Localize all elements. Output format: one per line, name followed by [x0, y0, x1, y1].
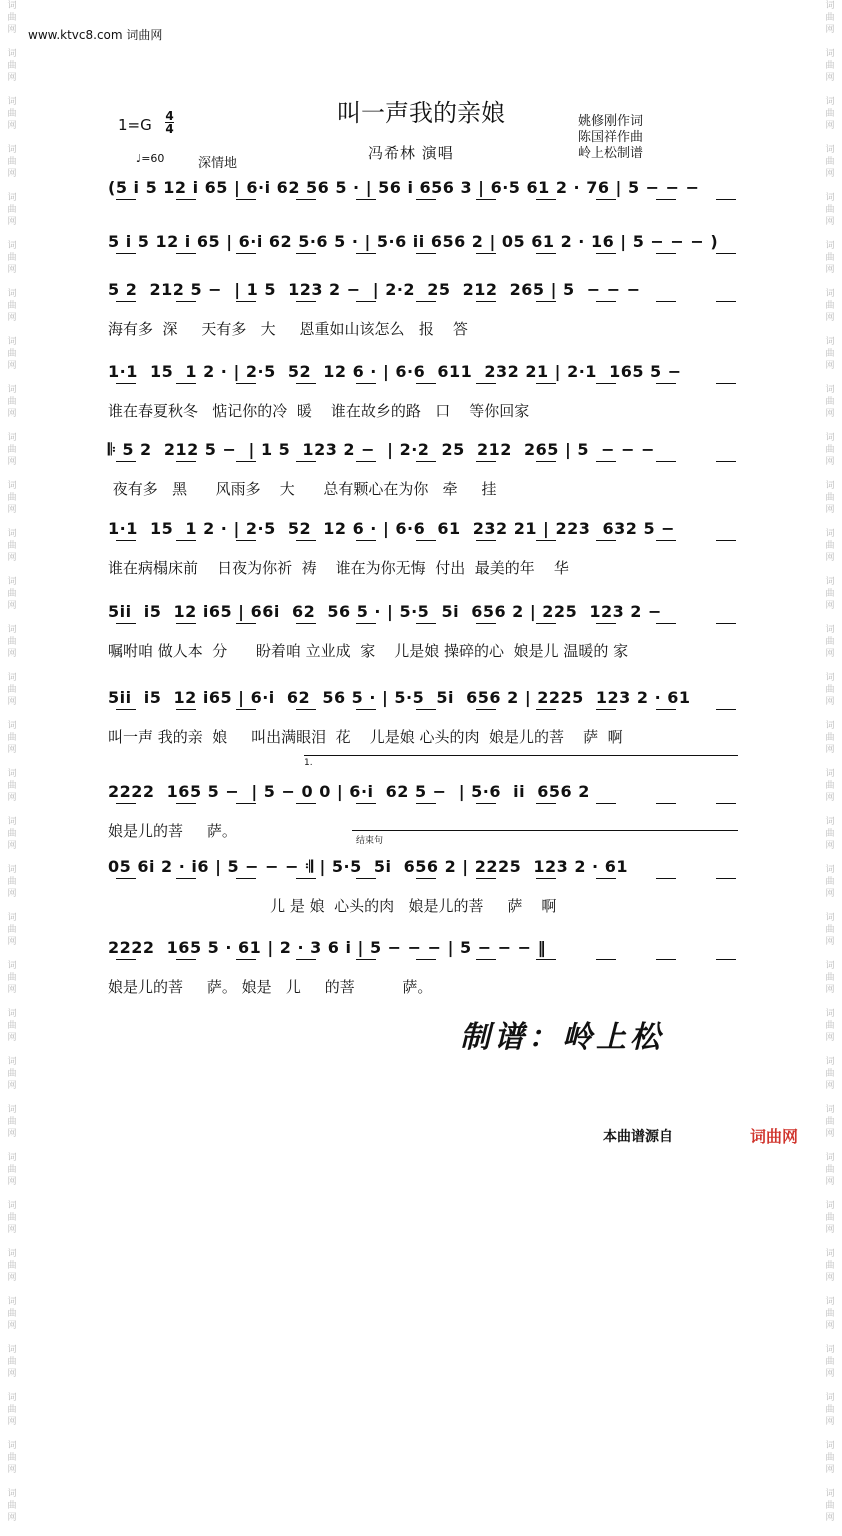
beam-line: [296, 709, 316, 710]
lyrics-row: 叫一声 我的亲 娘 叫出满眼泪 花 儿是娘 心头的肉 娘是儿的菩 萨 啊: [108, 728, 623, 746]
beam-line: [116, 301, 136, 302]
beam-line: [296, 803, 316, 804]
beam-line: [296, 383, 316, 384]
beam-line: [356, 803, 376, 804]
beam-line: [536, 709, 556, 710]
beam-line: [476, 623, 496, 624]
side-watermark-left: 词 曲 网 词 曲 网 词 曲 网 词 曲 网 词 曲 网 词 曲 网 词 曲 网 词 曲 网 词 曲 网 词 曲 网 词 曲 网 词 曲 网 词 曲 网 词 曲 网 词 曲 网 词 曲 网 词 曲 网 词 曲 网 词 曲 网 词 曲 网 词 曲 网 词 曲 网 词 曲 网 词 曲 网 词 曲 网 词 曲 网 词 曲 网 词 曲 网 词 曲 网 词 曲 网 词 曲 网 词 曲 网: [7, 1, 17, 1523]
beam-line: [536, 623, 556, 624]
notation-row: 05 6i 2 · i6 | 5 − − − 𝄇 | 5·5 5i 656 2 | 2225 123 2 · 61: [108, 857, 628, 876]
beam-line: [716, 623, 736, 624]
beam-line: [476, 803, 496, 804]
beam-line: [296, 623, 316, 624]
beam-line: [236, 383, 256, 384]
beam-line: [236, 803, 256, 804]
beam-line: [416, 878, 436, 879]
lyrics-row: 嘱咐咱 做人本 分 盼着咱 立业成 家 儿是娘 操碎的心 娘是儿 温暖的 家: [108, 642, 629, 660]
beam-line: [236, 709, 256, 710]
notation-row: 𝄆 5 2 212 5 − | 1 5 123 2 − | 2·2 25 212 265 | 5 − − −: [108, 440, 656, 459]
beam-line: [416, 383, 436, 384]
beam-line: [536, 959, 556, 960]
beam-line: [476, 540, 496, 541]
notation-row: 2222 165 5 · 61 | 2 · 3 6 i | 5 − − − | 5 − − − ‖: [108, 938, 547, 957]
song-title: 叫一声我的亲娘: [337, 99, 505, 127]
time-signature: [165, 110, 174, 135]
beam-line: [416, 461, 436, 462]
beam-line: [176, 461, 196, 462]
beam-line: [656, 461, 676, 462]
notation-row: 2222 165 5 − | 5 − 0 0 | 6·i 62 5 − | 5·6 ii 656 2: [108, 782, 590, 801]
beam-line: [656, 709, 676, 710]
beam-line: [296, 878, 316, 879]
beam-line: [176, 383, 196, 384]
score-line: [108, 519, 738, 583]
beam-line: [656, 253, 676, 254]
beam-line: [536, 199, 556, 200]
beam-line: [476, 383, 496, 384]
beam-line: [296, 959, 316, 960]
beam-line: [416, 803, 436, 804]
beam-line: [596, 878, 616, 879]
beam-line: [356, 461, 376, 462]
beam-line: [296, 461, 316, 462]
lyrics-row: 娘是儿的菩 萨。: [108, 822, 237, 840]
expression-marking: 深情地: [198, 156, 238, 171]
beam-line: [536, 461, 556, 462]
beam-line: [596, 461, 616, 462]
notation-row: (5 i 5 12 i 65 | 6·i 62 56 5 · | 56 i 656 3 | 6·5 61 2 · 76 | 5 − − −: [108, 178, 700, 197]
beam-line: [116, 461, 136, 462]
beam-line: [716, 709, 736, 710]
beam-line: [716, 803, 736, 804]
beam-line: [356, 383, 376, 384]
volta-label: 1.: [304, 758, 313, 768]
lyricist: 姚修刚作词: [578, 114, 644, 129]
lyrics-row: 儿 是 娘 心头的肉 娘是儿的菩 萨 啊: [108, 897, 557, 915]
beam-line: [116, 383, 136, 384]
beam-line: [536, 253, 556, 254]
beam-line: [716, 253, 736, 254]
brand-logo[interactable]: 词曲网: [750, 1127, 799, 1146]
beam-line: [356, 253, 376, 254]
beam-line: [656, 199, 676, 200]
beam-line: [596, 301, 616, 302]
beam-line: [596, 253, 616, 254]
beam-line: [356, 540, 376, 541]
score-line: [108, 362, 738, 426]
beam-line: [416, 253, 436, 254]
score-line: [108, 688, 738, 752]
beam-line: [296, 253, 316, 254]
notation-row: 1·1 15 1 2 · | 2·5 52 12 6 · | 6·6 611 232 21 | 2·1 165 5 −: [108, 362, 682, 381]
beam-line: [176, 878, 196, 879]
beam-line: [476, 878, 496, 879]
side-watermark-right: 词 曲 网 词 曲 网 词 曲 网 词 曲 网 词 曲 网 词 曲 网 词 曲 网 词 曲 网 词 曲 网 词 曲 网 词 曲 网 词 曲 网 词 曲 网 词 曲 网 词 曲 网 词 曲 网 词 曲 网 词 曲 网 词 曲 网 词 曲 网 词 曲 网 词 曲 网 词 曲 网 词 曲 网 词 曲 网 词 曲 网 词 曲 网 词 曲 网 词 曲 网 词 曲 网 词 曲 网 词 曲 网: [825, 1, 835, 1523]
beam-line: [536, 878, 556, 879]
beam-line: [656, 383, 676, 384]
notation-row: 1·1 15 1 2 · | 2·5 52 12 6 · | 6·6 61 232 21 | 223 632 5 −: [108, 519, 676, 538]
beam-line: [716, 540, 736, 541]
beam-line: [596, 959, 616, 960]
beam-line: [296, 301, 316, 302]
beam-line: [176, 959, 196, 960]
beam-line: [356, 199, 376, 200]
beam-line: [476, 199, 496, 200]
beam-line: [236, 540, 256, 541]
beam-line: [476, 959, 496, 960]
beam-line: [176, 540, 196, 541]
beam-line: [356, 709, 376, 710]
beam-line: [596, 623, 616, 624]
beam-line: [236, 623, 256, 624]
transcriber: 岭上松制谱: [578, 146, 644, 161]
beam-line: [116, 709, 136, 710]
notation-row: 5ii i5 12 i65 | 66i 62 56 5 · | 5·5 5i 656 2 | 225 123 2 −: [108, 602, 662, 621]
beam-line: [296, 540, 316, 541]
composer: 陈国祥作曲: [578, 130, 644, 145]
beam-line: [116, 803, 136, 804]
beam-line: [656, 301, 676, 302]
lyrics-row: 谁在春夏秋冬 惦记你的冷 暖 谁在故乡的路 口 等你回家: [108, 402, 530, 420]
beam-line: [536, 540, 556, 541]
beam-line: [356, 959, 376, 960]
beam-line: [236, 199, 256, 200]
beam-line: [536, 803, 556, 804]
beam-line: [536, 301, 556, 302]
lyrics-row: 夜有多 黑 风雨多 大 总有颗心在为你 牵 挂: [108, 480, 497, 498]
beam-line: [176, 803, 196, 804]
beam-line: [116, 253, 136, 254]
lyrics-row: 谁在病榻床前 日夜为你祈 祷 谁在为你无悔 付出 最美的年 华: [108, 559, 569, 577]
beam-line: [596, 540, 616, 541]
beam-line: [116, 878, 136, 879]
volta-bracket: [304, 755, 738, 756]
beam-line: [356, 301, 376, 302]
beam-line: [116, 959, 136, 960]
beam-line: [716, 461, 736, 462]
beam-line: [356, 623, 376, 624]
beam-line: [476, 253, 496, 254]
beam-line: [176, 199, 196, 200]
credits: [578, 114, 643, 162]
beam-line: [416, 709, 436, 710]
beam-line: [656, 623, 676, 624]
beam-line: [716, 383, 736, 384]
beam-line: [416, 623, 436, 624]
beam-line: [236, 959, 256, 960]
transcriber-signature: 制谱：岭上松: [460, 1020, 664, 1055]
beam-line: [116, 199, 136, 200]
ending-label: 结束句: [356, 836, 384, 846]
beam-line: [596, 383, 616, 384]
beam-line: [176, 623, 196, 624]
time-top: 4: [165, 109, 174, 123]
beam-line: [176, 301, 196, 302]
beam-line: [656, 878, 676, 879]
beam-line: [416, 199, 436, 200]
beam-line: [116, 540, 136, 541]
beam-line: [116, 623, 136, 624]
beam-line: [536, 383, 556, 384]
beam-line: [476, 461, 496, 462]
beam-line: [716, 199, 736, 200]
beam-line: [596, 709, 616, 710]
ending-bracket: [352, 830, 738, 831]
score-line: [108, 857, 738, 921]
beam-line: [716, 959, 736, 960]
singer: 冯希林 演唱: [368, 144, 454, 162]
beam-line: [656, 959, 676, 960]
beam-line: [176, 709, 196, 710]
beam-line: [476, 709, 496, 710]
notation-row: 5ii i5 12 i65 | 6·i 62 56 5 · | 5·5 5i 656 2 | 2225 123 2 · 61: [108, 688, 691, 707]
beam-line: [596, 803, 616, 804]
beam-line: [416, 959, 436, 960]
notation-row: 5 2 212 5 − | 1 5 123 2 − | 2·2 25 212 265 | 5 − − −: [108, 280, 641, 299]
beam-line: [176, 253, 196, 254]
key-signature: 1=G: [118, 116, 152, 134]
source-label: 本曲谱源自: [603, 1129, 673, 1145]
beam-line: [416, 540, 436, 541]
score-line: [108, 602, 738, 666]
beam-line: [236, 253, 256, 254]
beam-line: [416, 301, 436, 302]
beam-line: [296, 199, 316, 200]
beam-line: [596, 199, 616, 200]
beam-line: [476, 301, 496, 302]
score-line: [108, 938, 738, 1002]
beam-line: [236, 878, 256, 879]
beam-line: [236, 301, 256, 302]
tempo-marking: ♩=60: [136, 152, 165, 165]
score-line: [108, 782, 738, 846]
beam-line: [716, 878, 736, 879]
time-bottom: 4: [165, 122, 174, 136]
beam-line: [236, 461, 256, 462]
lyrics-row: 海有多 深 天有多 大 恩重如山该怎么 报 答: [108, 320, 468, 338]
beam-line: [716, 301, 736, 302]
beam-line: [356, 878, 376, 879]
score-line: [108, 440, 738, 504]
beam-line: [656, 803, 676, 804]
notation-row: 5 i 5 12 i 65 | 6·i 62 5·6 5 · | 5·6 ii 656 2 | 05 61 2 · 16 | 5 − − − ): [108, 232, 719, 251]
beam-line: [656, 540, 676, 541]
score-line: [108, 280, 738, 344]
site-watermark[interactable]: www.ktvc8.com 词曲网: [28, 28, 163, 42]
lyrics-row: 娘是儿的菩 萨。 娘是 儿 的菩 萨。: [108, 978, 433, 996]
